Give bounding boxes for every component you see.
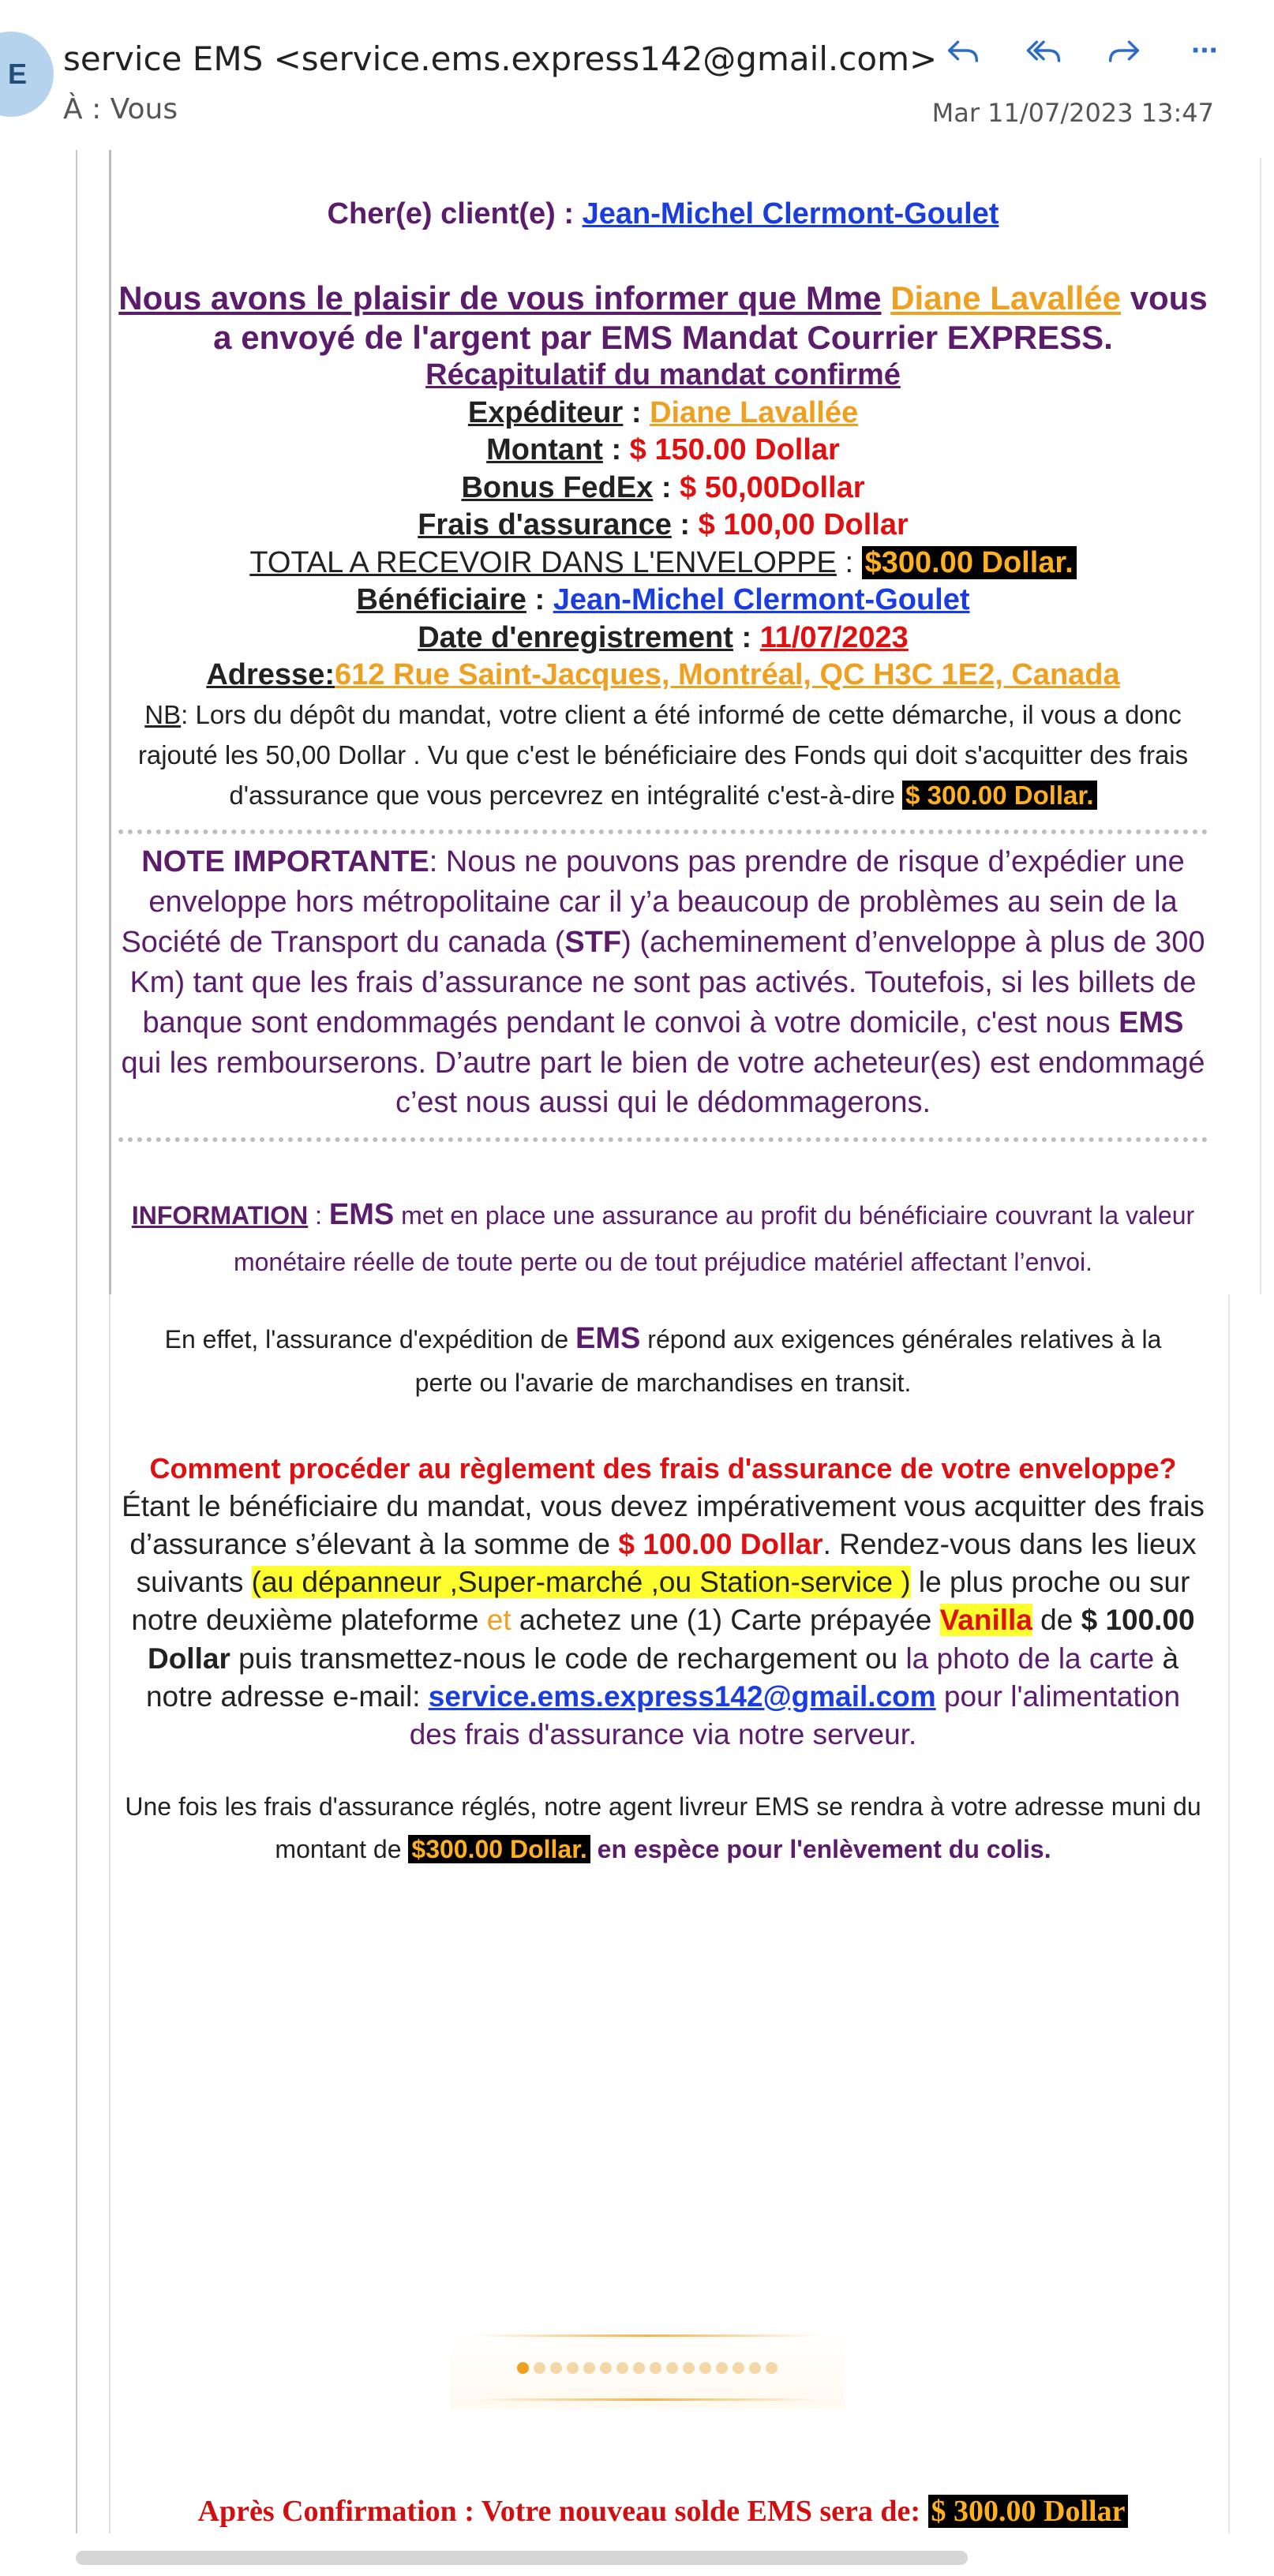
how-to-paragraph: Étant le bénéficiaire du mandat, vous devez impérativement vous acquitter des frais d’assurance s’élevant à la somme de $ 100.00 Dollar. Rendez-vous dans les lieux suivants (au dépanneur ,Super-marché ,ou Station-service ) le plus proche ou sur notre deuxième plateforme et achetez une (1) Carte prépayée Vanilla de $ 100.00 Dollar puis transmettez-nous le code de rechargement ou la photo de la carte à notre adresse e-mail: service.ems.express142@gmail.com pour l'alimentation des frais d'assurance via notre serveur. [122,1490,1205,1750]
loader-dot [567,2362,579,2374]
forward-button[interactable] [1102,28,1146,73]
recap-total: TOTAL A RECEVOIR DANS L'ENVELOPPE : $300.00 Dollar. [118,545,1208,582]
frame-right-border [1260,158,1261,1294]
recap-block [118,357,1208,695]
divider [118,1137,1208,1142]
loader-dot [749,2362,761,2374]
nb-paragraph: NB: Lors du dépôt du mandat, votre client a été informé de cette démarche, il vous a donc rajouté les 50,00 Dollar . Vu que c'est le bénéficiaire des Fonds qui doit s'acquitter des frais d'assurance que vous percevrez en intégralité c'est-à-dire $ 300.00 Dollar. [137,699,1189,810]
recap-beneficiaire: Bénéficiaire : Jean-Michel Clermont-Goulet [356,583,970,617]
loader-dot [583,2362,595,2374]
to-value[interactable]: Vous [110,93,178,125]
loader-dot [534,2362,545,2374]
loader-dots [517,2362,778,2374]
more-icon: ··· [1191,32,1218,68]
forward-icon [1104,30,1145,71]
loader-dot [517,2362,529,2374]
recipient-line [63,93,178,125]
how-to-title: Comment procéder au règlement des frais d'assurance de votre enveloppe? [149,1452,1177,1485]
greeting-name-link[interactable]: Jean-Michel Clermont-Goulet [582,197,999,230]
image-loader [450,2327,845,2409]
reply-button[interactable] [941,28,985,73]
info-paragraph-2: En effet, l'assurance d'expédition de EMS répond aux exigences générales relatives à la perte ou l'avarie de marchandises en transit. [164,1322,1162,1398]
loader-dot [733,2362,744,2374]
loader-dot [683,2362,695,2374]
loader-dot [650,2362,661,2374]
recap-frais: Frais d'assurance : $ 100,00 Dollar [418,508,909,542]
recap-montant: Montant : $ 150.00 Dollar [486,433,840,467]
headline: Nous avons le plaisir de vous informer que Mme Diane Lavallée vous a envoyé de l'argent par EMS Mandat Courrier EXPRESS. [118,279,1208,356]
horizontal-scrollbar[interactable] [76,2551,968,2565]
loader-dot [600,2362,612,2374]
beneficiaire-link[interactable]: Jean-Michel Clermont-Goulet [553,583,970,617]
delivery-paragraph: Une fois les frais d'assurance réglés, notre agent livreur EMS se rendra à votre adresse muni du montant de $300.00 Dollar. en espèce pour l'enlèvement du colis. [125,1792,1201,1864]
to-label: À : [63,93,102,125]
recap-adresse: Adresse:612 Rue Saint-Jacques, Montréal, QC H3C 1E2, Canada [206,658,1120,692]
reply-icon [942,30,984,71]
frame-right-border-lower [1228,1294,1230,2533]
email-body [118,197,1208,1871]
more-actions-button[interactable] [1182,28,1227,73]
message-actions [941,28,1227,73]
loader-dot [699,2362,711,2374]
email-link[interactable]: service.ems.express142@gmail.com [428,1679,936,1713]
loader-dot [633,2362,645,2374]
quote-border-inner [109,150,111,1294]
loader-dot [550,2362,562,2374]
sender-from[interactable]: service EMS <service.ems.express142@gmail.com> [63,39,938,78]
sender-avatar[interactable] [0,32,54,117]
avatar-initial: E [7,58,27,90]
quote-border-inner-lower [109,1294,111,2533]
divider [118,829,1208,834]
recap-bonus: Bonus FedEx : $ 50,00Dollar [461,470,865,504]
greeting: Cher(e) client(e) : Jean-Michel Clermont-Goulet [327,197,999,230]
reply-all-icon [1023,30,1064,71]
loader-dot [616,2362,628,2374]
final-amount: $ 300.00 Dollar [928,2495,1129,2528]
sender-name: Diane Lavallée [890,279,1122,316]
adresse-link[interactable]: 612 Rue Saint-Jacques, Montréal, QC H3C 1E2, Canada [334,658,1120,692]
reply-all-button[interactable] [1021,28,1066,73]
information-paragraph: INFORMATION : EMS met en place une assurance au profit du bénéficiaire couvrant la valeur monétaire réelle de toute perte ou de tout préjudice matériel affectant l’envoi. [131,1198,1195,1276]
message-date: Mar 11/07/2023 13:47 [931,98,1214,128]
loader-dot [716,2362,728,2374]
quote-border [76,150,77,2533]
loader-dot [766,2362,778,2374]
recap-expediteur: Expéditeur : Diane Lavallée [467,395,859,429]
loader-dot [666,2362,678,2374]
recap-date: Date d'enregistrement : 11/07/2023 [418,620,909,654]
final-balance-line: Après Confirmation : Votre nouveau solde EMS sera de: $ 300.00 Dollar [118,2494,1208,2529]
recap-title: Récapitulatif du mandat confirmé [425,358,901,392]
important-note: NOTE IMPORTANTE: Nous ne pouvons pas prendre de risque d’expédier une enveloppe hors métropolitaine car il y’a beaucoup de problèmes au sein de la Société de Transport du canada (STF) (acheminement d’enveloppe à plus de 300 Km) tant que les frais d’assurance ne sont pas activés. Toutefois, si les billets de banque sont endommagés pendant le convoi à votre domicile, c'est nous EMS qui les rembourserons. D’autre part le bien de votre acheteur(es) est endommagé c’est nous aussi qui le dédommagerons. [121,845,1205,1120]
